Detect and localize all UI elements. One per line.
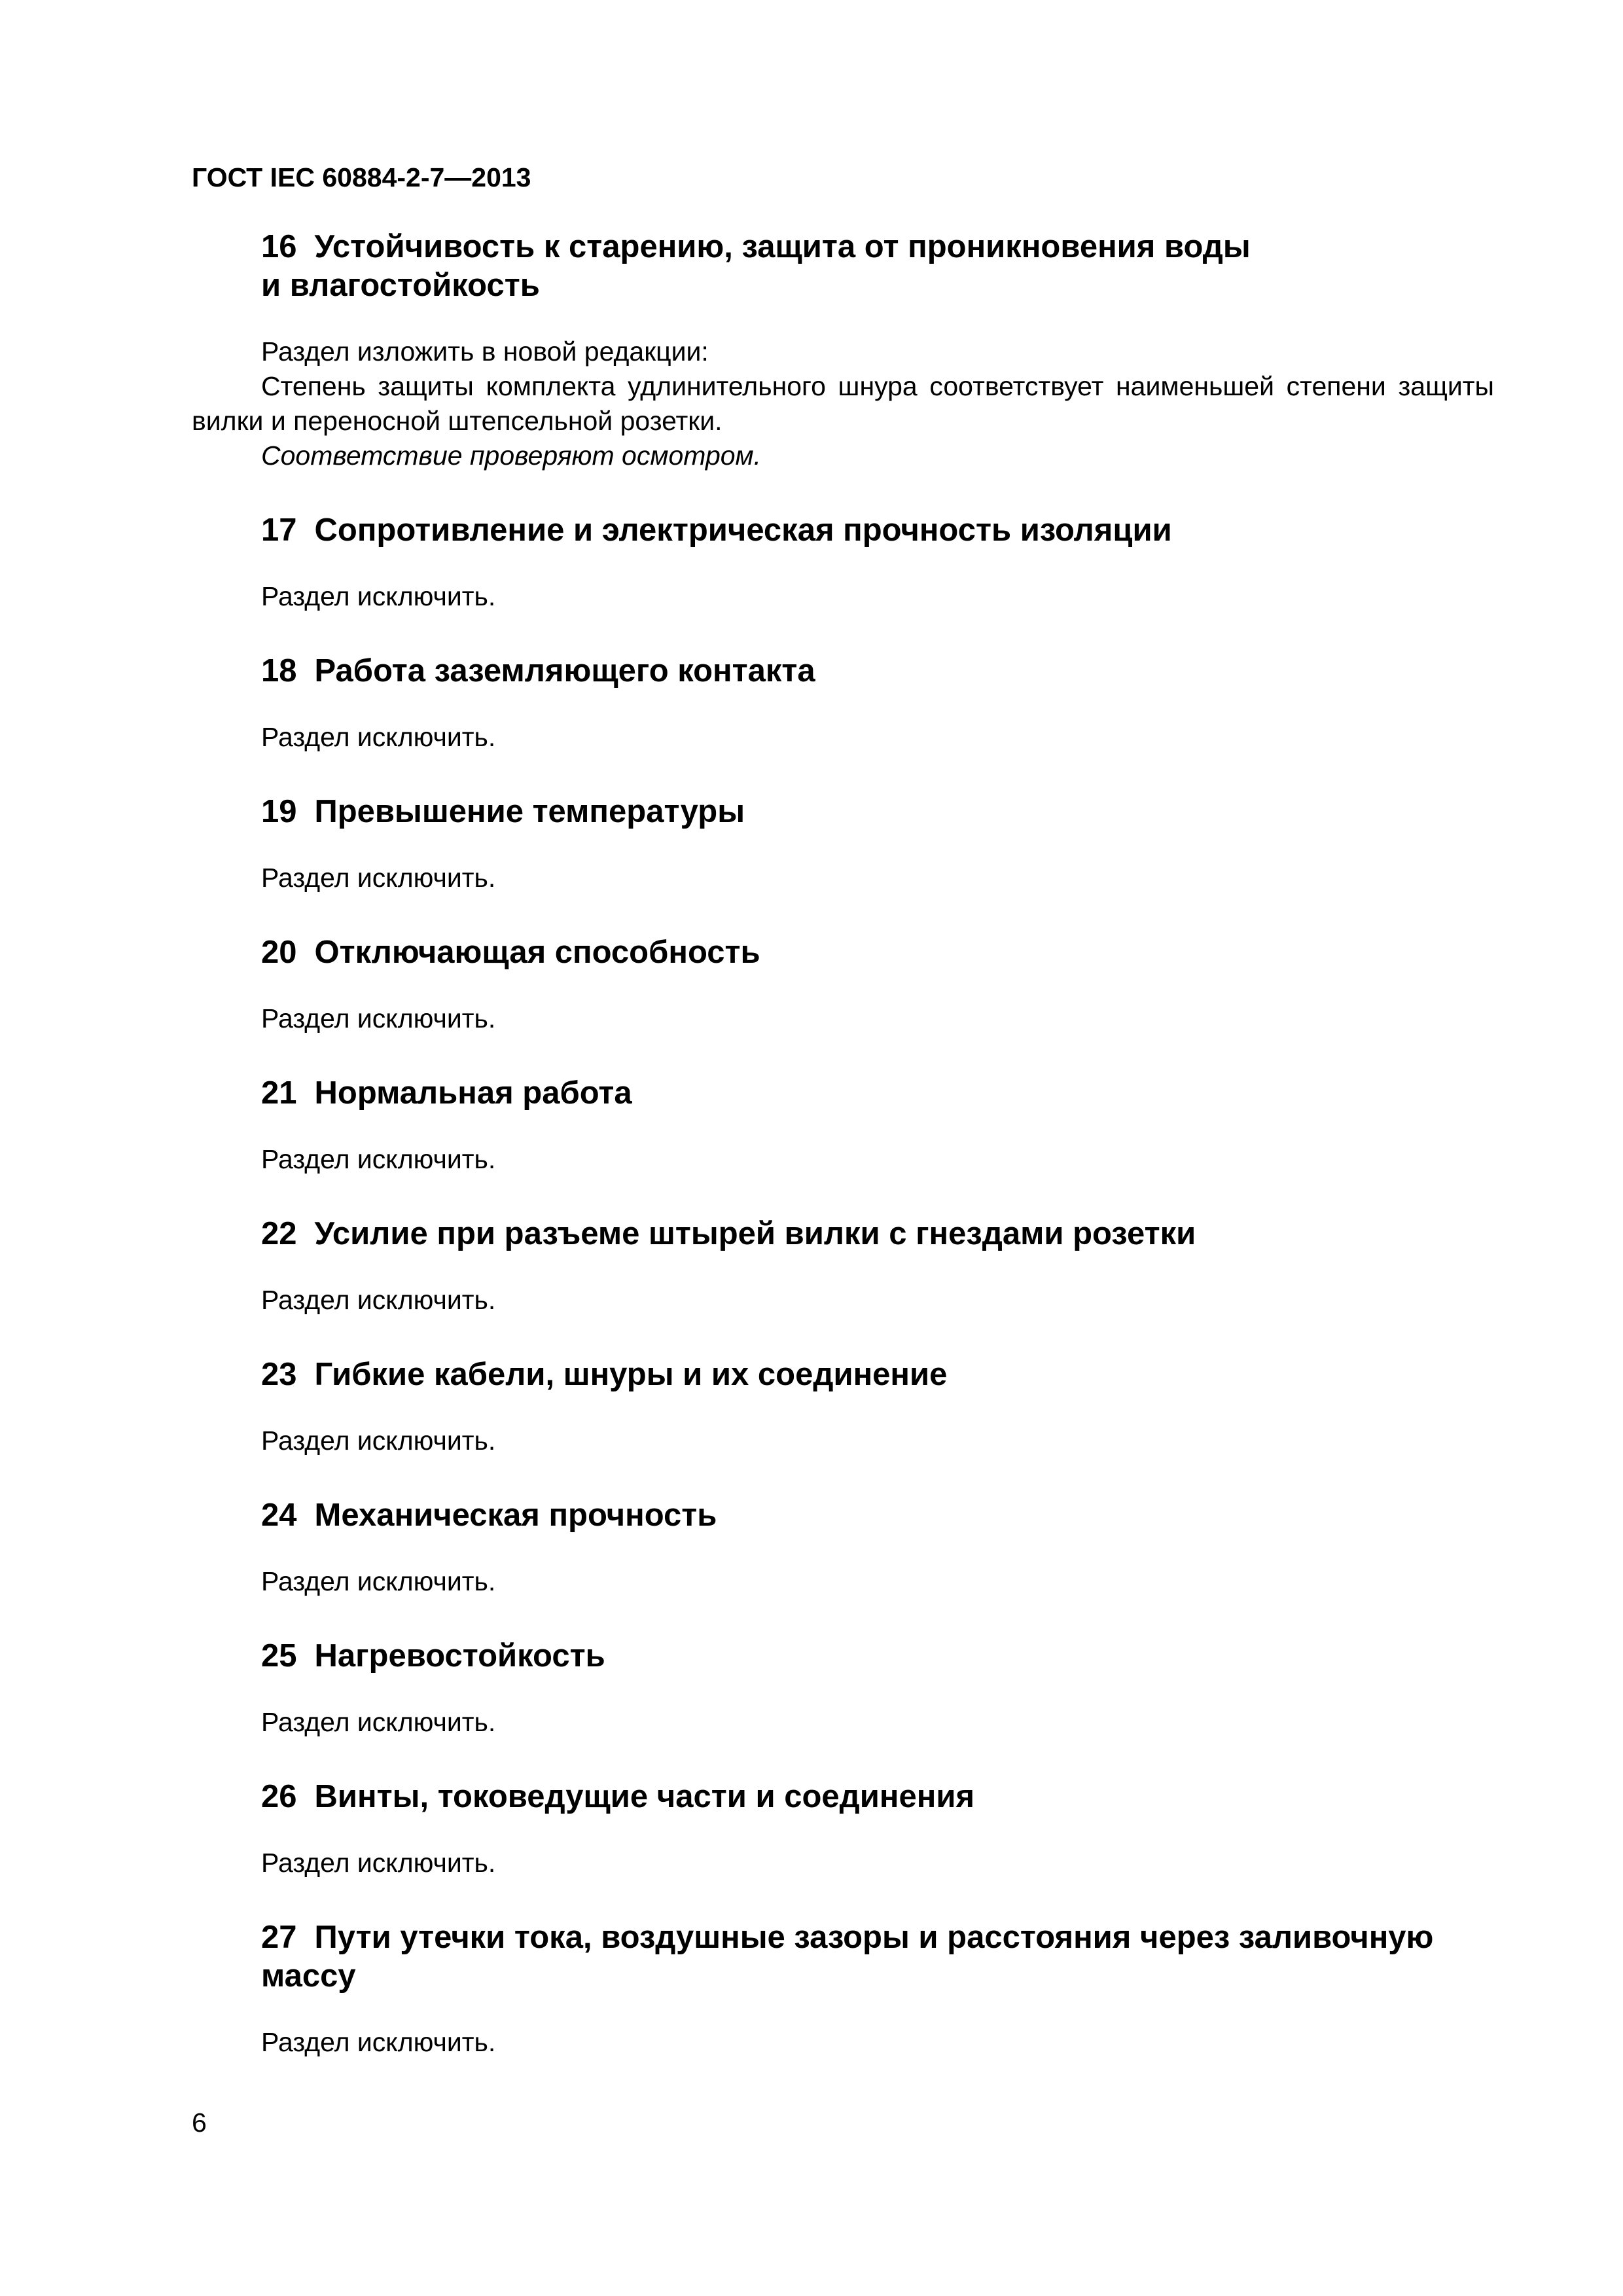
section-list (192, 473, 1494, 2060)
section-title-text: Устойчивость к старению, защита от проникновения воды и влагостойкость (261, 229, 1251, 303)
section-title-text: Превышение температуры (314, 794, 745, 829)
section-title-text: Нагревостойкость (314, 1638, 605, 1674)
section-25 (192, 1637, 1494, 1740)
section-24 (192, 1496, 1494, 1599)
section-21 (192, 1074, 1494, 1177)
section-note: Раздел исключить. (261, 1285, 496, 1315)
section-note: Раздел исключить. (261, 1566, 496, 1596)
section-title (192, 228, 1494, 305)
section-title-text: Усилие при разъеме штырей вилки с гнездами розетки (314, 1216, 1196, 1251)
section-number: 16 (261, 229, 297, 264)
section-title-text: Механическая прочность (314, 1498, 717, 1533)
section-number: 21 (261, 1075, 297, 1111)
section-intro: Раздел изложить в новой редакции: (261, 336, 709, 367)
section-note: Раздел исключить. (261, 1848, 496, 1878)
section-title (192, 933, 1494, 972)
section-title (192, 1637, 1494, 1676)
section-note: Раздел исключить. (261, 1707, 496, 1737)
section-title-text: Сопротивление и электрическая прочность изоляции (314, 512, 1172, 548)
section-18 (192, 652, 1494, 755)
section-title-text: Отключающая способность (314, 935, 760, 970)
section-title (192, 1074, 1494, 1113)
section-note: Раздел исключить. (261, 1144, 496, 1174)
section-number: 24 (261, 1498, 297, 1533)
section-paragraph: Степень защиты комплекта удлинительного шнура соответствует наименьшей степени защиты вилки и переносной штепсельной розетки. (192, 371, 1494, 436)
section-27 (192, 1918, 1494, 2060)
section-title (192, 1215, 1494, 1253)
section-number: 17 (261, 512, 297, 548)
section-number: 22 (261, 1216, 297, 1251)
section-number: 26 (261, 1779, 297, 1814)
section-26 (192, 1778, 1494, 1880)
section-22 (192, 1215, 1494, 1318)
section-16 (192, 228, 1494, 473)
section-number: 18 (261, 653, 297, 689)
section-number: 23 (261, 1357, 297, 1392)
section-title-text: Работа заземляющего контакта (314, 653, 815, 689)
section-23 (192, 1355, 1494, 1458)
section-number: 25 (261, 1638, 297, 1674)
document-standard-id: ГОСТ IEC 60884-2-7—2013 (192, 162, 531, 192)
section-title (192, 1496, 1494, 1535)
section-note: Раздел исключить. (261, 581, 496, 611)
document-body (192, 228, 1494, 2060)
section-17 (192, 511, 1494, 614)
section-title (192, 1918, 1494, 1996)
section-title (192, 652, 1494, 691)
section-title (192, 511, 1494, 550)
section-title (192, 1355, 1494, 1394)
page-number: 6 (192, 2108, 207, 2138)
section-note: Раздел исключить. (261, 1003, 496, 1033)
section-title-text: Винты, токоведущие части и соединения (314, 1779, 975, 1814)
section-title (192, 1778, 1494, 1816)
section-compliance: Соответствие проверяют осмотром. (261, 440, 762, 471)
section-number: 20 (261, 935, 297, 970)
section-note: Раздел исключить. (261, 722, 496, 752)
section-note: Раздел исключить. (261, 2027, 496, 2057)
section-19 (192, 793, 1494, 895)
section-note: Раздел исключить. (261, 1426, 496, 1456)
section-number: 27 (261, 1920, 297, 1955)
section-20 (192, 933, 1494, 1036)
section-note: Раздел исключить. (261, 863, 496, 893)
section-title (192, 793, 1494, 831)
section-title-text: Гибкие кабели, шнуры и их соединение (314, 1357, 948, 1392)
section-title-text: Нормальная работа (314, 1075, 632, 1111)
section-title-text: Пути утечки тока, воздушные зазоры и расстояния через заливочную массу (261, 1920, 1434, 1994)
section-number: 19 (261, 794, 297, 829)
